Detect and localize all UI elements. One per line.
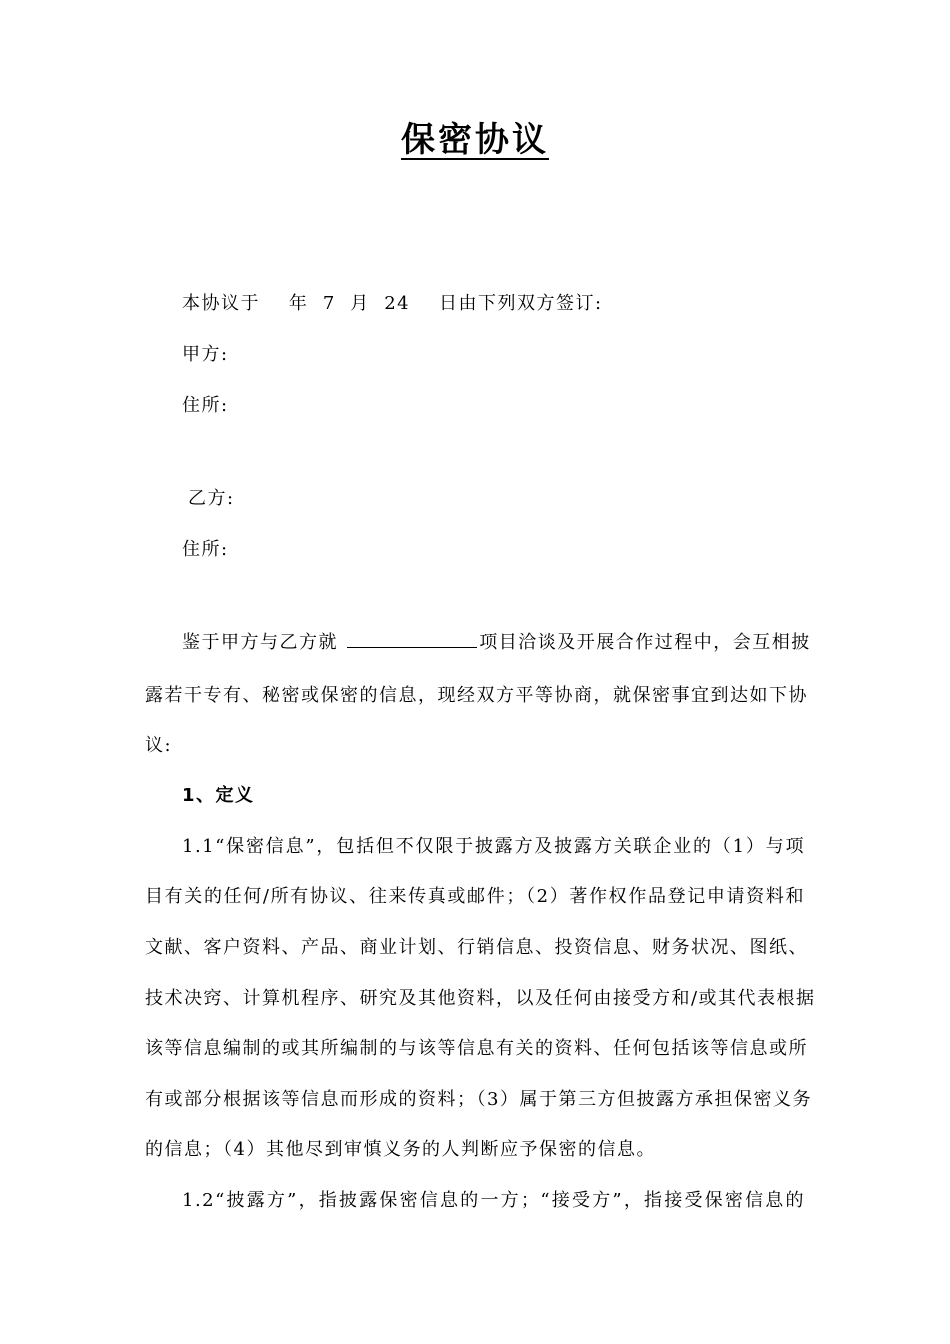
intro-post: 日由下列双方签订: [439,293,603,314]
preamble-line-1 [145,627,811,656]
clause-1-1-line: 目有关的任何/所有协议、往来传真或邮件；（2）著作权作品登记申请资料和 [145,886,805,907]
preamble-line-2: 露若干专有、秘密或保密的信息，现经双方平等协商，就保密事宜到达如下协 [145,685,808,706]
preamble-line1-pre: 鉴于甲方与乙方就 [182,632,338,653]
party-b-label: 乙方: [188,488,235,509]
section-1-heading: 1、定义 [182,785,255,806]
intro-month: 7 [322,293,336,314]
intro-pre: 本协议于 [182,293,260,314]
intro-day: 24 [384,293,411,314]
project-name-blank [347,627,477,648]
preamble-line-3: 议: [145,735,173,756]
clause-1-1-line: 技术决窍、计算机程序、研究及其他资料，以及任何由接受方和/或其代表根据 [145,988,816,1009]
document-title: 保密协议 [401,120,549,160]
intro-line [182,291,603,317]
party-a-label: 甲方: [182,344,229,365]
preamble-line1-post: 项目洽谈及开展合作过程中，会互相披 [479,632,811,653]
clause-1-1-line: 该等信息编制的或其所编制的与该等信息有关的资料、任何包括该等信息或所 [145,1038,808,1059]
intro-month-label: 月 [350,293,370,314]
clause-1-2-line: 1.2“披露方”，指披露保密信息的一方；“接受方”，指接受保密信息的 [182,1190,805,1211]
party-a-address-label: 住所: [182,395,229,416]
clause-1-1-line: 有或部分根据该等信息而形成的资料；（3）属于第三方但披露方承担保密义务 [145,1089,812,1110]
party-b-address-label: 住所: [182,539,229,560]
intro-year-label: 年 [288,293,309,314]
clause-1-1-line: 1.1“保密信息”，包括但不仅限于披露方及披露方关联企业的（1）与项 [182,836,805,857]
clause-1-1-line: 文献、客户资料、产品、商业计划、行销信息、投资信息、财务状况、图纸、 [145,937,808,958]
clause-1-1-line: 的信息；（4）其他尽到审慎义务的人判断应予保密的信息。 [145,1139,656,1160]
